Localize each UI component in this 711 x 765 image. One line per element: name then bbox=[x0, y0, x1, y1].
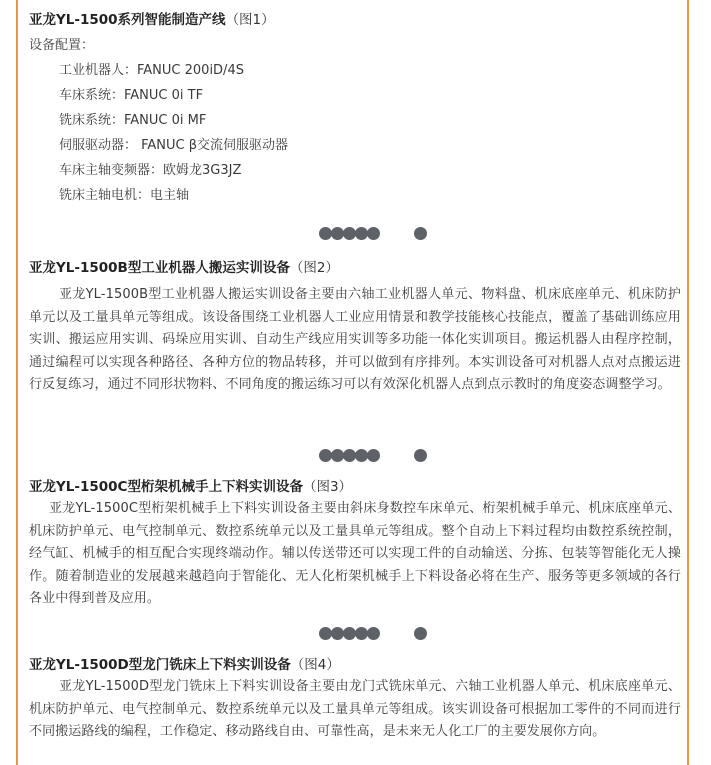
section2-fig-label: （图2） bbox=[289, 260, 339, 276]
section3-title: 亚龙YL-1500C型桁架机械手上下料实训设备 bbox=[29, 479, 303, 495]
section2-body: 亚龙YL-1500B型工业机器人搬运实训设备主要由六轴工业机器人单元、物料盘、机床底座单元、机床防护单元以及工量具单元等组成。该设备围绕工业机器人工业应用情景和教学技能核心技能点，覆盖了基础训练应用实训、搬运应用实训、码垛应用实训、自动生产线应用实训等多功能一体化实训项目。搬运机器人由程序控制，通过编程可以实现各种路径、各种方位的物品转移，并可以做到有序排列。本实训设备可对机器人点对点搬运进行反复练习，通过不同形状物料、不同角度的搬运练习可以有效深化机器人点到点示教时的角度姿态调整学习。 bbox=[29, 287, 681, 392]
config-item: 铣床主轴电机：电主轴 bbox=[59, 188, 190, 203]
section4-body: 亚龙YL-1500D型龙门铣床上下料实训设备主要由龙门式铣床单元、六轴工业机器人单元、机床底座单元、机床防护单元、电气控制单元、数控系统单元以及工量具单元等组成。该实训设备可根据加工零件的不同而进行不同搬运路线的编程，工作稳定、移动路线自由、可靠性高，是未来无人化工厂的主要发展你方向。 bbox=[29, 679, 681, 739]
separator-dot bbox=[414, 627, 427, 640]
section4-heading bbox=[29, 655, 340, 675]
config-item: 工业机器人：FANUC 200iD/4S bbox=[59, 63, 244, 78]
config-item: 铣床系统：FANUC 0i MF bbox=[59, 113, 207, 128]
config-item: 伺服驱动器： FANUC β交流伺服驱动器 bbox=[59, 138, 289, 153]
section2-title: 亚龙YL-1500B型工业机器人搬运实训设备 bbox=[29, 260, 290, 276]
config-label: 设备配置： bbox=[29, 38, 95, 53]
dots-separator bbox=[319, 627, 439, 641]
dots-separator bbox=[319, 449, 439, 463]
separator-dot bbox=[367, 227, 380, 240]
section1-fig-label: （图1） bbox=[225, 12, 275, 28]
section4-title: 亚龙YL-1500D型龙门铣床上下料实训设备 bbox=[29, 657, 291, 673]
config-item: 车床主轴变频器：欧姆龙3G3JZ bbox=[59, 163, 242, 178]
section1-title: 亚龙YL-1500系列智能制造产线 bbox=[29, 12, 226, 28]
dots-separator bbox=[319, 227, 439, 241]
section1-heading bbox=[29, 10, 275, 30]
section3-body: 亚龙YL-1500C型桁架机械手上下料实训设备主要由斜床身数控车床单元、桁架机械手单元、机床底座单元、机床防护单元、电气控制单元、数控系统单元以及工量具单元等组成。整个自动上下料过程均由数控系统控制，经气缸、机械手的相互配合实现终端动作。辅以传送带还可以实现工件的自动输送、分拣、包装等智能化无人操作。随着制造业的发展越来越趋向于智能化、无人化桁架机械手上下料设备必将在生产、服务等更多领域的各行各业中得到普及应用。 bbox=[29, 501, 681, 606]
config-item: 车床系统：FANUC 0i TF bbox=[59, 88, 204, 103]
separator-dot bbox=[414, 449, 427, 462]
section2-heading bbox=[29, 258, 339, 278]
separator-dot bbox=[414, 227, 427, 240]
separator-dot bbox=[367, 627, 380, 640]
section3-heading bbox=[29, 477, 352, 497]
section3-fig-label: （图3） bbox=[302, 479, 353, 495]
separator-dot bbox=[367, 449, 380, 462]
section4-fig-label: （图4） bbox=[290, 657, 340, 673]
